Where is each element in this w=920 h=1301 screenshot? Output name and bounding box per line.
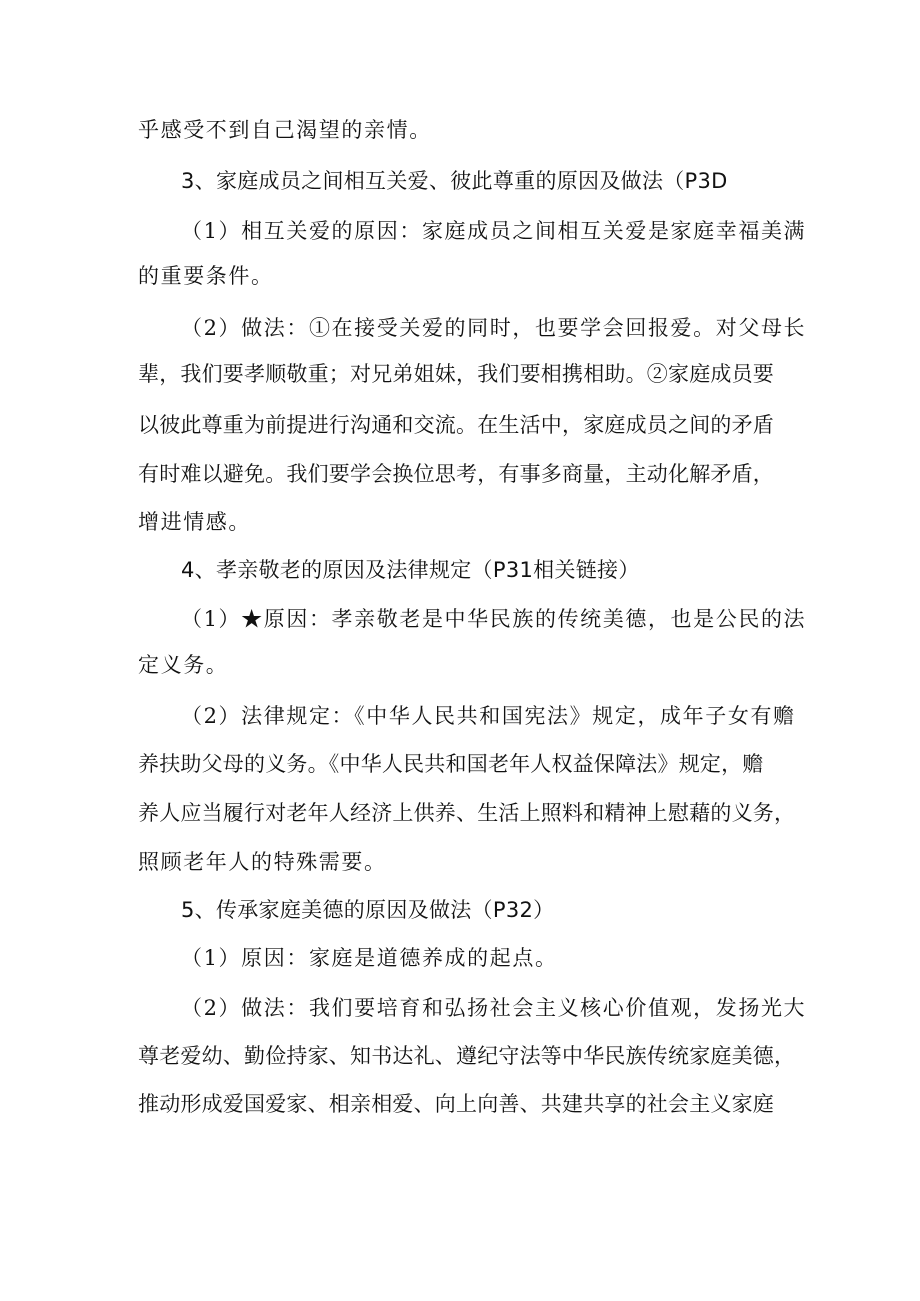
paragraph-line: （1）★原因：孝亲敬老是中华民族的传统美德，也是公民的法 — [181, 607, 807, 631]
section-heading-3: 3、家庭成员之间相互关爱、彼此尊重的原因及做法（P3D — [181, 169, 728, 193]
paragraph-line: 照顾老年人的特殊需要。 — [138, 850, 387, 874]
paragraph-line: 的重要条件。 — [138, 264, 274, 288]
paragraph-line: 养人应当履行对老年人经济上供养、生活上照料和精神上慰藉的义务， — [138, 801, 796, 825]
paragraph-line: 推动形成爱国爱家、相亲相爱、向上向善、共建共享的社会主义家庭 — [138, 1092, 774, 1116]
section-heading-4: 4、孝亲敬老的原因及法律规定（P31相关链接） — [181, 558, 640, 582]
paragraph-line: 定义务。 — [138, 653, 229, 677]
paragraph-line: （1）原因：家庭是道德养成的起点。 — [181, 946, 558, 970]
paragraph-line: 辈，我们要孝顺敬重；对兄弟姐妹，我们要相携相助。②家庭成员要 — [138, 362, 774, 386]
section-heading-5: 5、传承家庭美德的原因及做法（P32） — [181, 898, 555, 922]
paragraph-line: 增进情感。 — [138, 510, 251, 534]
paragraph-line: （2）法律规定：《中华人民共和国宪法》规定，成年子女有赡 — [181, 704, 796, 728]
paragraph-line: 养扶助父母的义务。《中华人民共和国老年人权益保障法》规定，赡 — [138, 752, 764, 776]
paragraph-line: （2）做法：①在接受关爱的同时，也要学会回报爱。对父母长 — [181, 316, 807, 340]
paragraph-line: 有时难以避免。我们要学会换位思考，有事多商量，主动化解矛盾， — [138, 462, 774, 486]
paragraph-line: （2）做法：我们要培育和弘扬社会主义核心价值观，发扬光大 — [181, 996, 807, 1020]
paragraph-line: 乎感受不到自己渴望的亲情。 — [138, 118, 432, 142]
paragraph-line: 以彼此尊重为前提进行沟通和交流。在生活中，家庭成员之间的矛盾 — [138, 413, 774, 437]
paragraph-line: （1）相互关爱的原因：家庭成员之间相互关爱是家庭幸福美满 — [181, 219, 807, 243]
paragraph-line: 尊老爱幼、勤俭持家、知书达礼、遵纪守法等中华民族传统家庭美德， — [138, 1044, 796, 1068]
